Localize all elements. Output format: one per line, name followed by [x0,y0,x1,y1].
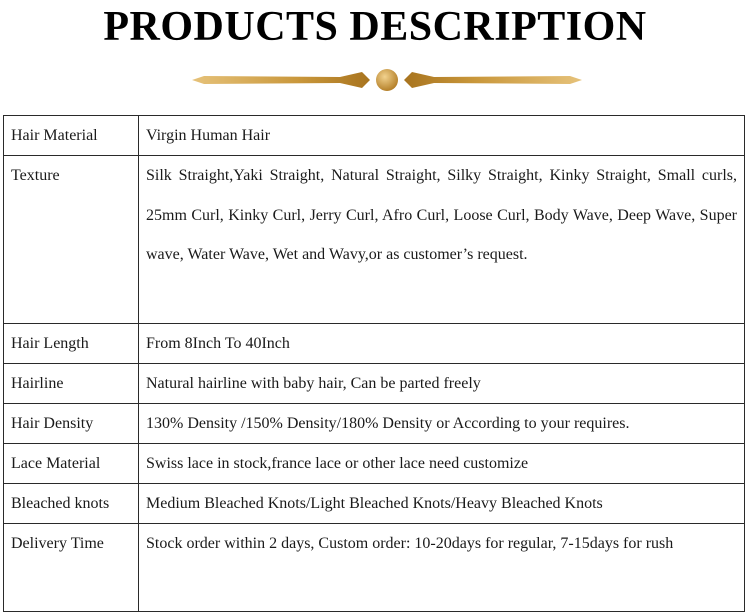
row-value: Swiss lace in stock,france lace or other lace need customize [139,444,745,484]
row-label: Hairline [4,364,139,404]
row-value: Silk Straight,Yaki Straight, Natural Straight, Silky Straight, Kinky Straight, Small curls, 25mm Curl, Kinky Curl, Jerry Curl, Afro Curl, Loose Curl, Body Wave, Deep Wave, Super wave, Water Wave, Wet and Wavy,or as customer’s request. [139,156,745,324]
gold-ornament-divider-icon [190,66,584,94]
product-spec-table [3,115,745,612]
row-value: 130% Density /150% Density/180% Density or According to your requires. [139,404,745,444]
row-value: Virgin Human Hair [139,116,745,156]
table-row [4,116,745,156]
row-label: Lace Material [4,444,139,484]
row-value: Medium Bleached Knots/Light Bleached Knots/Heavy Bleached Knots [139,484,745,524]
table-row [4,364,745,404]
row-label: Hair Density [4,404,139,444]
table-row [4,324,745,364]
row-label: Hair Length [4,324,139,364]
table-row [4,444,745,484]
row-value: Stock order within 2 days, Custom order: 10-20days for regular, 7-15days for rush [139,524,745,612]
table-row [4,524,745,612]
row-label: Delivery Time [4,524,139,612]
row-label: Bleached knots [4,484,139,524]
row-value: Natural hairline with baby hair, Can be parted freely [139,364,745,404]
table-row [4,156,745,324]
row-label: Texture [4,156,139,324]
page-title: PRODUCTS DESCRIPTION [103,4,647,50]
row-label: Hair Material [4,116,139,156]
table-row [4,404,745,444]
row-value: From 8Inch To 40Inch [139,324,745,364]
table-row [4,484,745,524]
